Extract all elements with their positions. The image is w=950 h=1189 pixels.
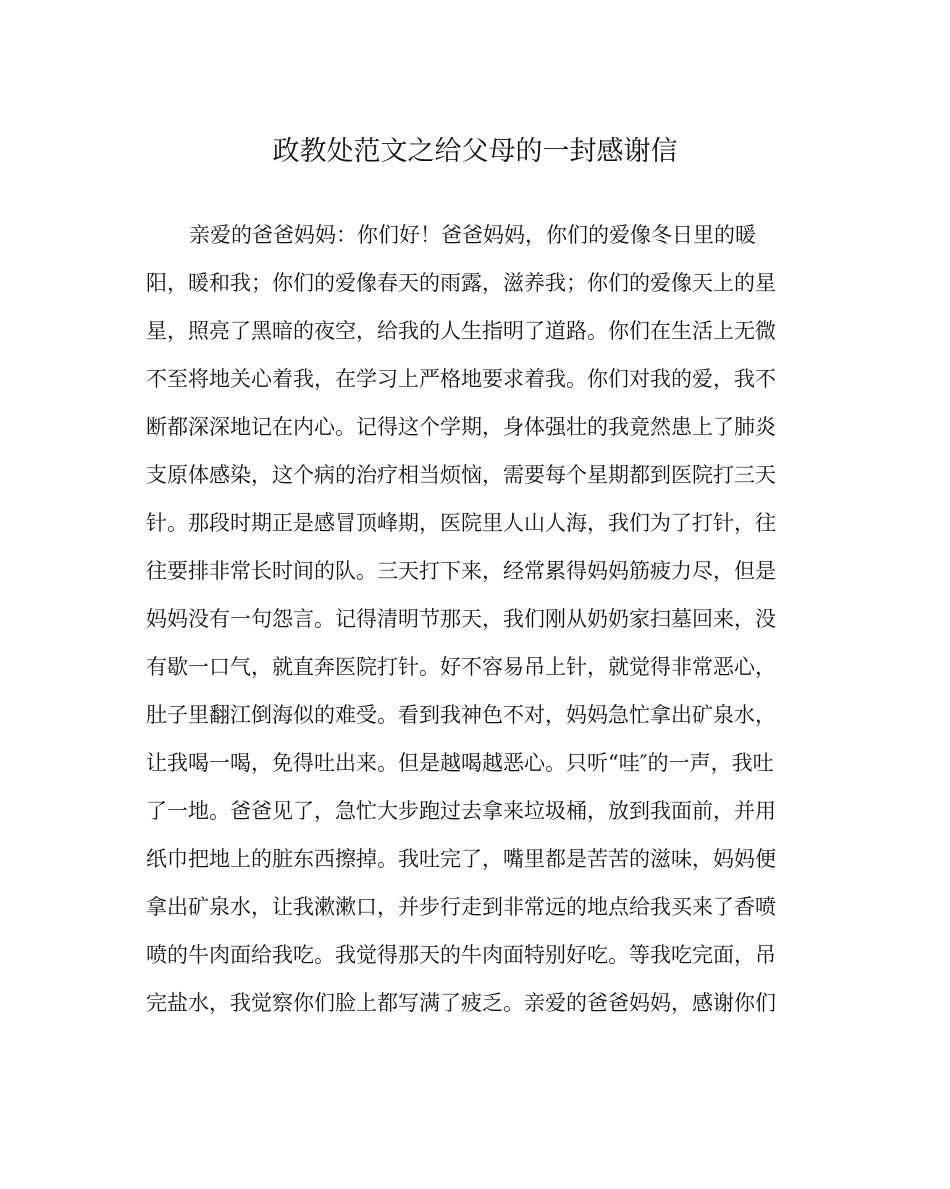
body-line: 完盐水，我觉察你们脸上都写满了疲乏。亲爱的爸爸妈妈，感谢你们 — [146, 991, 776, 1015]
body-line: 拿出矿泉水，让我漱漱口，并步行走到非常远的地点给我买来了香喷 — [146, 895, 776, 919]
body-line: 支原体感染，这个病的治疗相当烦恼，需要每个星期都到医院打三天 — [146, 463, 776, 487]
document-title: 政教处范文之给父母的一封感谢信 — [272, 136, 678, 167]
body-line: 了一地。爸爸见了，急忙大步跑过去拿来垃圾桶，放到我面前，并用 — [146, 799, 776, 823]
body-line: 往要排非常长时间的队。三天打下来，经常累得妈妈筋疲力尽，但是 — [146, 559, 776, 583]
body-line: 妈妈没有一句怨言。记得清明节那天，我们刚从奶奶家扫墓回来，没 — [146, 607, 776, 631]
body-line: 不至将地关心着我，在学习上严格地要求着我。你们对我的爱，我不 — [146, 367, 776, 391]
body-line: 断都深深地记在内心。记得这个学期，身体强壮的我竟然患上了肺炎 — [146, 415, 776, 439]
body-line: 亲爱的爸爸妈妈：你们好！爸爸妈妈，你们的爱像冬日里的暖 — [189, 223, 756, 247]
body-line: 星，照亮了黑暗的夜空，给我的人生指明了道路。你们在生活上无微 — [146, 319, 776, 343]
body-line: 喷的牛肉面给我吃。我觉得那天的牛肉面特别好吃。等我吃完面，吊 — [146, 943, 776, 967]
body-line: 针。那段时期正是感冒顶峰期，医院里人山人海，我们为了打针，往 — [146, 511, 776, 535]
body-line: 阳，暖和我；你们的爱像春天的雨露，滋养我；你们的爱像天上的星 — [146, 271, 776, 295]
body-line: 让我喝一喝，免得吐出来。但是越喝越恶心。只听“哇″的一声，我吐 — [146, 751, 774, 775]
body-line: 有歇一口气，就直奔医院打针。好不容易吊上针，就觉得非常恶心， — [146, 655, 776, 679]
body-line: 纸巾把地上的脏东西擦掉。我吐完了，嘴里都是苦苦的滋味，妈妈便 — [146, 847, 776, 871]
body-line: 肚子里翻江倒海似的难受。看到我神色不对，妈妈急忙拿出矿泉水， — [146, 703, 776, 727]
